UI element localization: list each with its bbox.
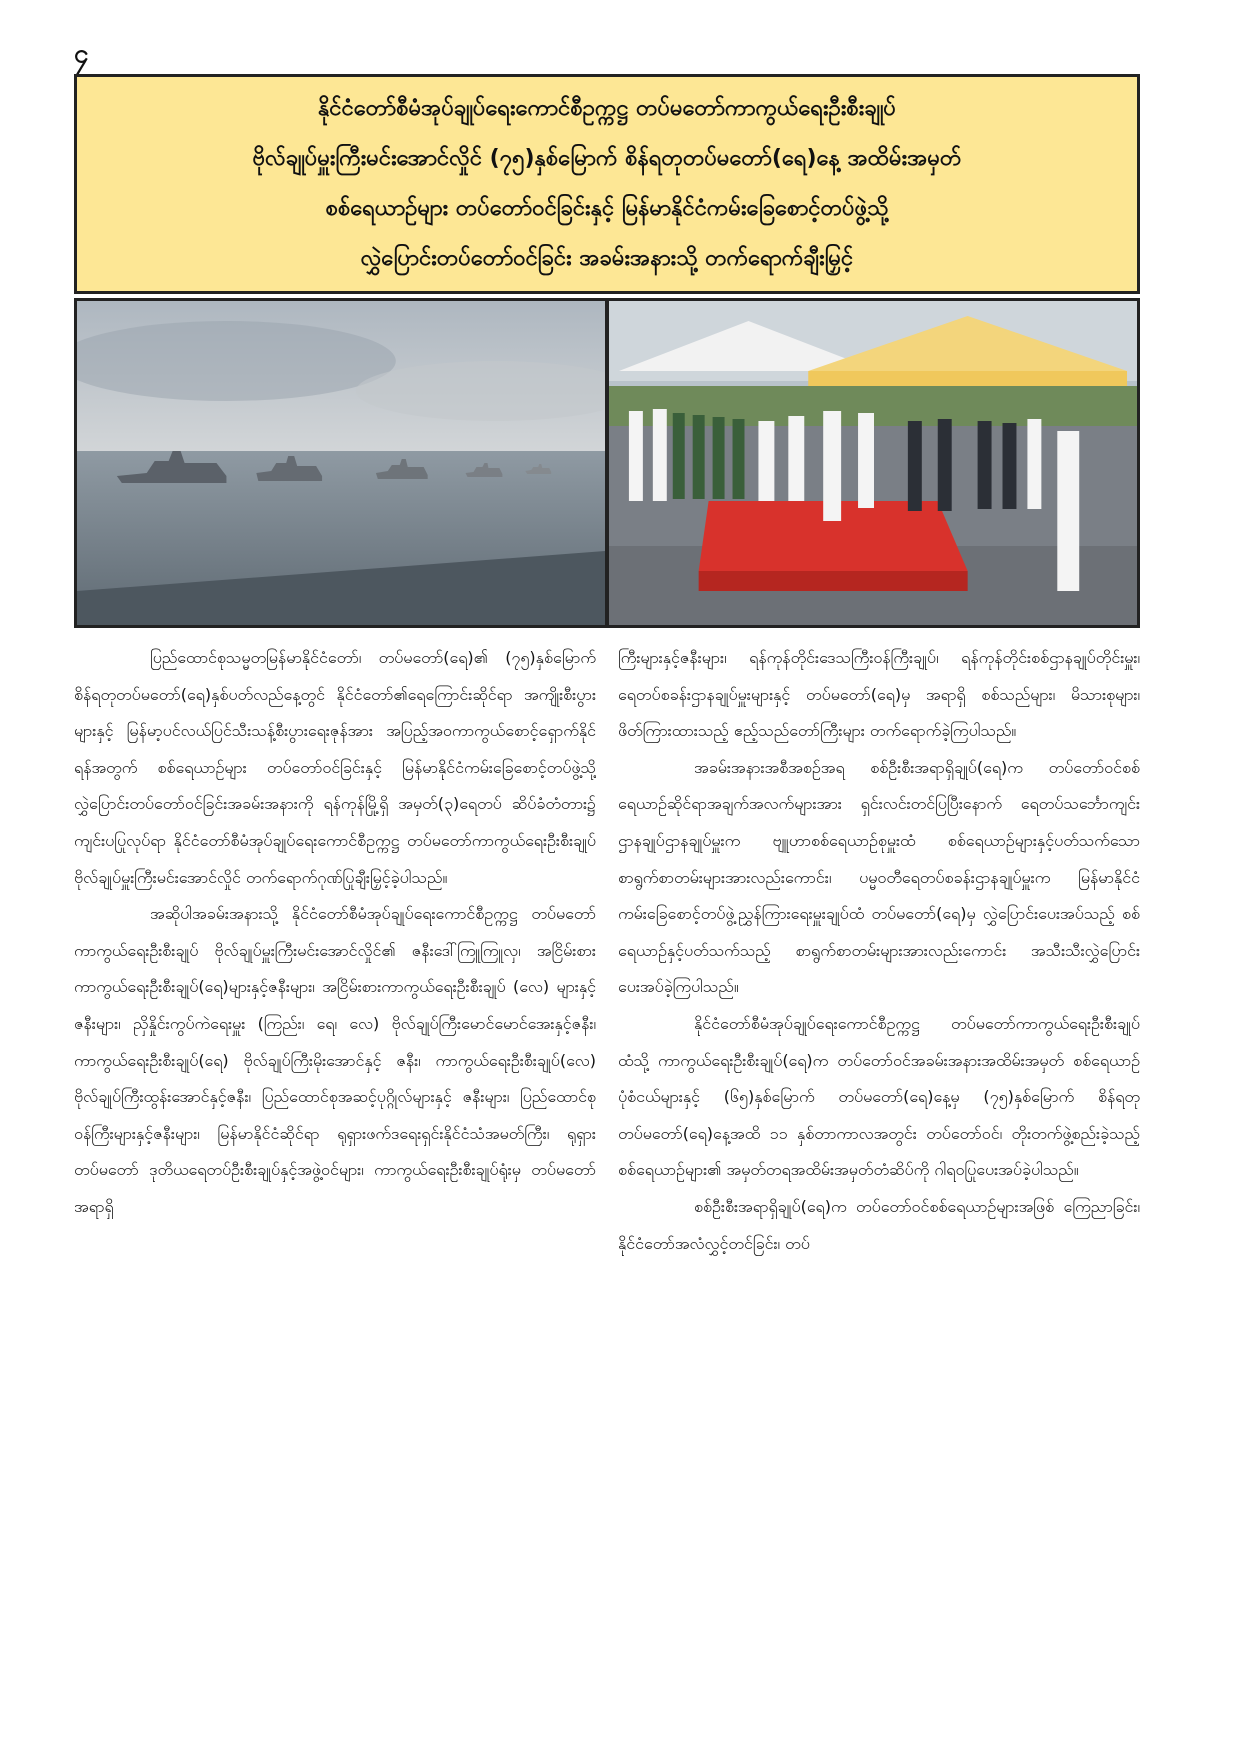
- article-paragraph: နိုင်ငံတော်စီမံအုပ်ချုပ်ရေးကောင်စီဥက္ကဋ္ဌ တပ်မတော်ကာကွယ်ရေးဦးစီးချုပ်ထံသို့ ကာကွယ်ရေးဦးစီးချုပ်(ရေ)က တပ်တော်ဝင်အခမ်းအနားအထိမ်းအမှတ် စစ်ရေယာဉ်ပုံစံငယ်များနှင့် (၆၅)နှစ်မြောက် တပ်မတော်(ရေ)နေ့မှ (၇၅)နှစ်မြောက် စိန်ရတုတပ်မတော်(ရေ)နေ့အထိ ၁၁ နှစ်တာကာလအတွင်း တပ်တော်ဝင်၊ တိုးတက်ဖွဲ့စည်းခဲ့သည့် စစ်ရေယာဉ်များ၏ အမှတ်တရအထိမ်းအမှတ်တံဆိပ်ကို ဂါရဝပြုပေးအပ်ခဲ့ပါသည်။: [618, 1013, 1140, 1180]
- headline-box: [74, 74, 1140, 294]
- headline-line-1: နိုင်ငံတော်စီမံအုပ်ချုပ်ရေးကောင်စီဥက္ကဋ္ဌ တပ်မတော်ကာကွယ်ရေးဦးစီးချုပ်: [318, 96, 896, 121]
- ceremony-on-deck-photo: [609, 301, 1137, 625]
- page-number: ၄: [74, 39, 89, 69]
- article-paragraph: အဆိုပါအခမ်းအနားသို့ နိုင်ငံတော်စီမံအုပ်ချုပ်ရေးကောင်စီဥက္ကဋ္ဌ တပ်မတော်ကာကွယ်ရေးဦးစီးချုပ် ဗိုလ်ချုပ်မှူးကြီးမင်းအောင်လှိုင်၏ ဇနီးဒေါ်ကြူကြူလှ၊ အငြိမ်းစားကာကွယ်ရေးဦးစီးချုပ်(ရေ)များနှင့်ဇနီးများ၊ အငြိမ်းစားကာကွယ်ရေးဦးစီးချုပ် (လေ) များနှင့်ဇနီးများ၊ ညှိနှိုင်းကွပ်ကဲရေးမှူး (ကြည်း၊ ရေ၊ လေ) ဗိုလ်ချုပ်ကြီးမောင်မောင်အေးနှင့်ဇနီး၊ ကာကွယ်ရေးဦးစီးချုပ်(ရေ) ဗိုလ်ချုပ်ကြီးမိုးအောင်နှင့် ဇနီး၊ ကာကွယ်ရေးဦးစီးချုပ်(လေ) ဗိုလ်ချုပ်ကြီးထွန်းအောင်နှင့်ဇနီး၊ ပြည်ထောင်စုအဆင့်ပုဂ္ဂိုလ်များနှင့် ဇနီးများ၊ ပြည်ထောင်စုဝန်ကြီးများနှင့်ဇနီးများ၊ မြန်မာနိုင်ငံဆိုင်ရာ ရုရှားဖက်ဒရေးရှင်းနိုင်ငံသံအမတ်ကြီး၊ ရုရှားတပ်မတော် ဒုတိယရေတပ်ဦးစီးချုပ်နှင့်အဖွဲ့ဝင်များ၊ ကာကွယ်ရေးဦးစီးချုပ်ရုံးမှ တပ်မတော်အရာရှိ: [74, 904, 596, 1216]
- warships-at-sea-picture: [77, 301, 605, 625]
- ceremony-on-deck-picture: [609, 301, 1137, 625]
- warships-at-sea-photo: [77, 301, 605, 625]
- article-paragraph: စစ်ဦးစီးအရာရှိချုပ်(ရေ)က တပ်တော်ဝင်စစ်ရေယာဉ်များအဖြစ် ကြေညာခြင်း၊ နိုင်ငံတော်အလံလွှင့်တင်ခြင်း၊ တပ်: [618, 1196, 1140, 1253]
- headline-line-2: ဗိုလ်ချုပ်မှူးကြီးမင်းအောင်လှိုင် (၇၅)နှစ်မြောက် စိန်ရတုတပ်မတော်(ရေ)နေ့ အထိမ်းအမှတ်: [252, 146, 962, 171]
- article-body: [74, 640, 1140, 1720]
- headline-line-4: လွှဲပြောင်းတပ်တော်ဝင်ခြင်း အခမ်းအနားသို့ တက်ရောက်ချီးမြှင့်: [360, 246, 854, 271]
- right-column: [618, 640, 1140, 1720]
- photo-strip: [74, 298, 1140, 628]
- headline-line-3: စစ်ရေယာဉ်များ တပ်တော်ဝင်ခြင်းနှင့် မြန်မာနိုင်ငံကမ်းခြေစောင့်တပ်ဖွဲ့သို့: [325, 196, 889, 221]
- article-paragraph-continued: ကြီးများနှင့်ဇနီးများ၊ ရန်ကုန်တိုင်းဒေသကြီးဝန်ကြီးချုပ်၊ ရန်ကုန်တိုင်းစစ်ဌာနချုပ်တိုင်းမှူး၊ ရေတပ်စခန်းဌာနချုပ်မှူးများနှင့် တပ်မတော်(ရေ)မှ အရာရှိ စစ်သည်များ၊ မိသားစုများ၊ ဖိတ်ကြားထားသည့် ဧည့်သည်တော်ကြီးများ တက်ရောက်ခဲ့ကြပါသည်။: [618, 648, 1140, 741]
- left-column: [74, 640, 596, 1720]
- article-paragraph: ပြည်ထောင်စုသမ္မတမြန်မာနိုင်ငံတော်၊ တပ်မတော်(ရေ)၏ (၇၅)နှစ်မြောက် စိန်ရတုတပ်မတော်(ရေ)နှစ်ပတ်လည်နေ့တွင် နိုင်ငံတော်၏ရေကြောင်းဆိုင်ရာ အကျိုးစီးပွားများနှင့် မြန်မာ့ပင်လယ်ပြင်သီးသန့်စီးပွားရေးဇုန်အား အပြည့်အဝကာကွယ်စောင့်ရှောက်နိုင်ရန်အတွက် စစ်ရေယာဉ်များ တပ်တော်ဝင်ခြင်းနှင့် မြန်မာနိုင်ငံကမ်းခြေစောင့်တပ်ဖွဲ့သို့ လွှဲပြောင်းတပ်တော်ဝင်ခြင်းအခမ်းအနားကို ရန်ကုန်မြို့ရှိ အမှတ်(၃)ရေတပ် ဆိပ်ခံတံတား၌ ကျင်းပပြုလုပ်ရာ နိုင်ငံတော်စီမံအုပ်ချုပ်ရေးကောင်စီဥက္ကဋ္ဌ တပ်မတော်ကာကွယ်ရေးဦးစီးချုပ် ဗိုလ်ချုပ်မှူးကြီးမင်းအောင်လှိုင် တက်ရောက်ဂုဏ်ပြုချီးမြှင့်ခဲ့ပါသည်။: [74, 648, 596, 887]
- article-paragraph: အခမ်းအနားအစီအစဉ်အရ စစ်ဦးစီးအရာရှိချုပ်(ရေ)က တပ်တော်ဝင်စစ်ရေယာဉ်ဆိုင်ရာအချက်အလက်များအား ရှင်းလင်းတင်ပြပြီးနောက် ရေတပ်သင်္ဘောကျင်းဌာနချုပ်ဌာနချုပ်မှူးက ဗျူဟာစစ်ရေယာဉ်စုမှူးထံ စစ်ရေယာဉ်များနှင့်ပတ်သက်သော စာရွက်စာတမ်းများအားလည်းကောင်း၊ ပမ္မဝတီရေတပ်စခန်းဌာနချုပ်မှူးက မြန်မာနိုင်ငံကမ်းခြေစောင့်တပ်ဖွဲ့ညွှန်ကြားရေးမှူးချုပ်ထံ တပ်မတော်(ရေ)မှ လွှဲပြောင်းပေးအပ်သည့် စစ်ရေယာဉ်နှင့်ပတ်သက်သည့် စာရွက်စာတမ်းများအားလည်းကောင်း အသီးသီးလွှဲပြောင်းပေးအပ်ခဲ့ကြပါသည်။: [618, 757, 1140, 997]
